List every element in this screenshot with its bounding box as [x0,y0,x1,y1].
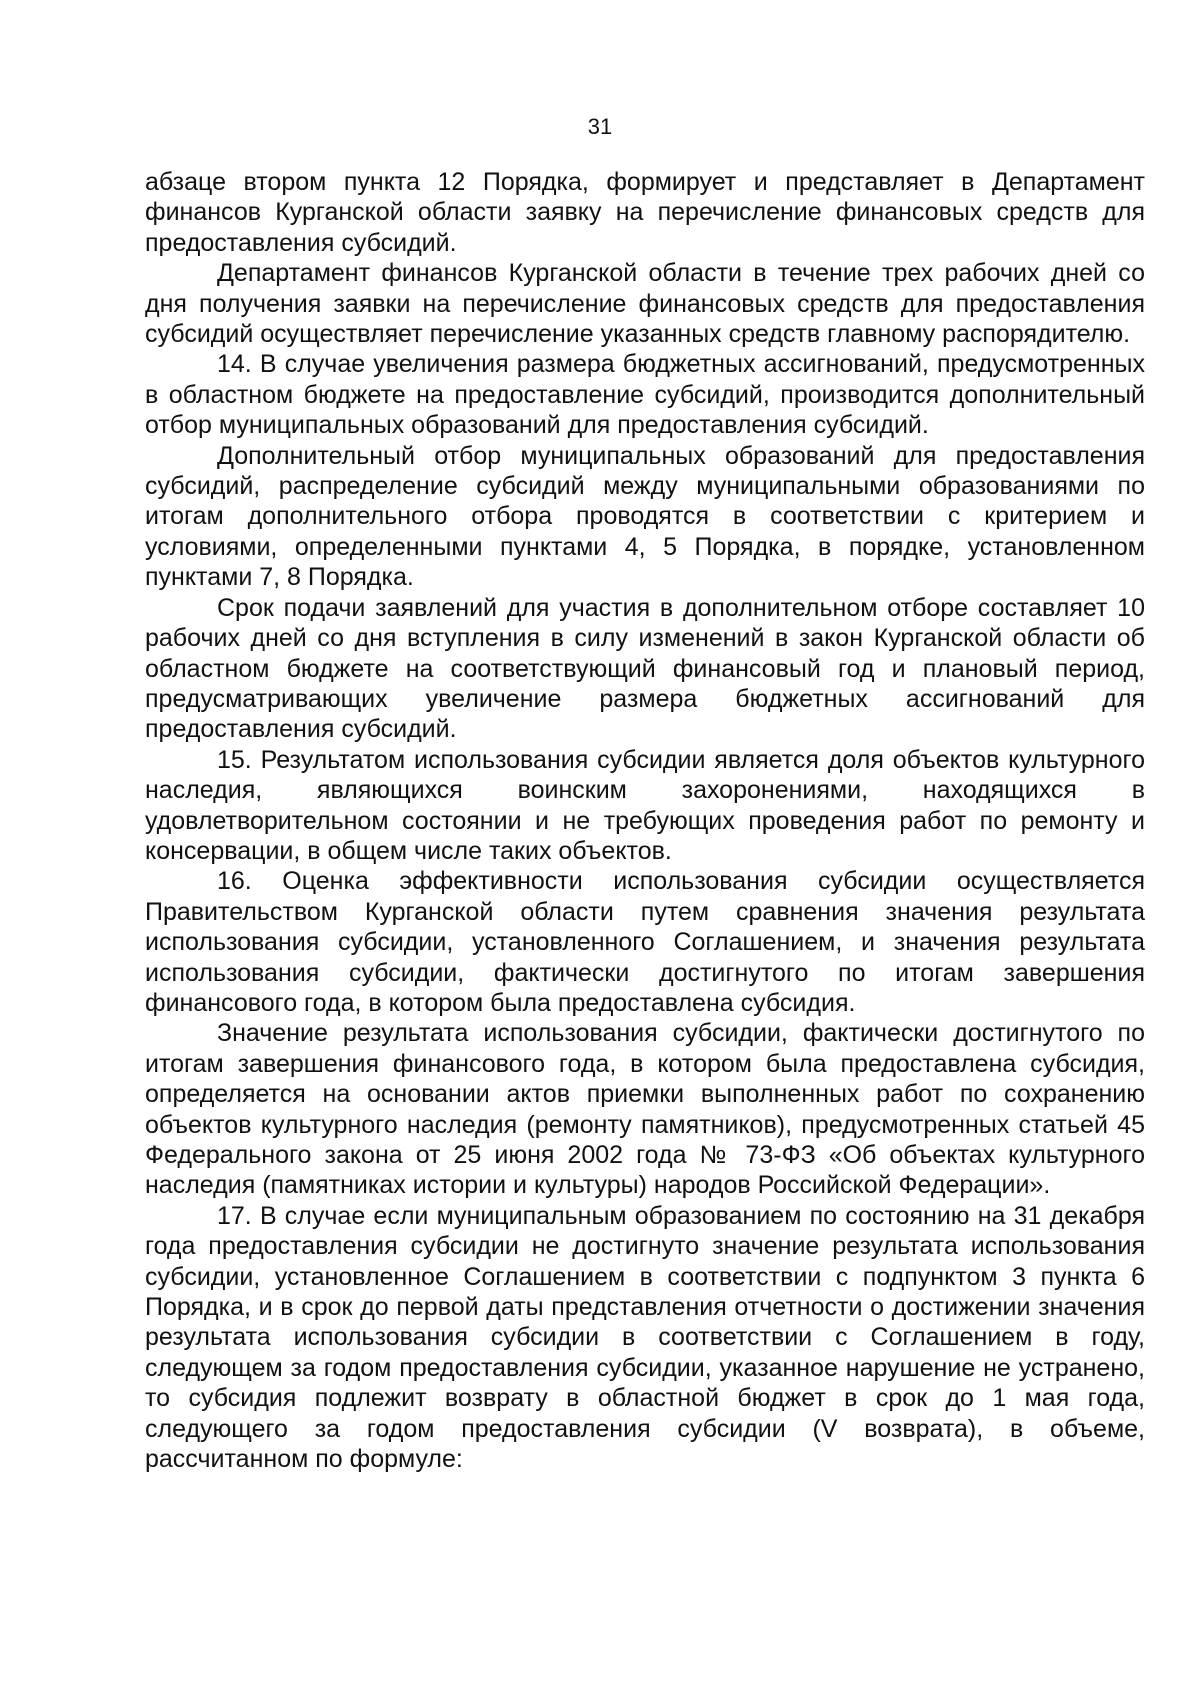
paragraph-3: 14. В случае увеличения размера бюджетных ассигнований, предусмотренных в областном бюджете на предоставление субсидий, производится дополнительный отбор муниципальных образований для предоставления субсидий. [145,350,1145,440]
paragraph-5: Срок подачи заявлений для участия в дополнительном отборе составляет 10 рабочих дней со дня вступления в силу изменений в закон Курганской области об областном бюджете на соответствующий финансовый год и плановый период, предусматривающих увеличение размера бюджетных ассигнований для предоставления субсидий. [145,593,1145,744]
document-body [145,167,1145,1474]
paragraph-4: Дополнительный отбор муниципальных образований для предоставления субсидий, распределение субсидий между муниципальными образованиями по итогам дополнительного отбора проводятся в соответствии с критерием и условиями, определенными пунктами 4, 5 Порядка, в порядке, установленном пунктами 7, 8 Порядка. [145,441,1145,592]
paragraph-9: 17. В случае если муниципальным образованием по состоянию на 31 декабря года предоставления субсидии не достигнуто значение результата использования субсидии, установленное Соглашением в соответствии с подпунктом 3 пункта 6 Порядка, и в срок до первой даты представления отчетности о достижении значения результата использования субсидии в соответствии с Соглашением в году, следующем за годом предоставления субсидии, указанное нарушение не устранено, то субсидия подлежит возврату в областной бюджет в срок до 1 мая года, следующего за годом предоставления субсидии (V возврата), в объеме, рассчитанном по формуле: [145,1201,1145,1474]
paragraph-8: Значение результата использования субсидии, фактически достигнутого по итогам завершения финансового года, в котором была предоставлена субсидия, определяется на основании актов приемки выполненных работ по сохранению объектов культурного наследия (ремонту памятников), предусмотренных статьей 45 Федерального закона от 25 июня 2002 года № 73-ФЗ «Об объектах культурного наследия (памятниках истории и культуры) народов Российской Федерации». [145,1019,1145,1200]
page-number: 31 [587,114,613,139]
paragraph-7: 16. Оценка эффективности использования субсидии осуществляется Правительством Курганской области путем сравнения значения результата использования субсидии, установленного Соглашением, и значения результата использования субсидии, фактически достигнутого по итогам завершения финансового года, в котором была предоставлена субсидия. [145,867,1145,1017]
paragraph-6: 15. Результатом использования субсидии является доля объектов культурного наследия, являющихся воинским захоронениями, находящихся в удовлетворительном состоянии и не требующих проведения работ по ремонту и консервации, в общем числе таких объектов. [145,745,1145,865]
paragraph-2: Департамент финансов Курганской области в течение трех рабочих дней со дня получения заявки на перечисление финансовых средств для предоставления субсидий осуществляет перечисление указанных средств главному распорядителю. [145,259,1145,349]
paragraph-1: абзаце втором пункта 12 Порядка, формирует и представляет в Департамент финансов Курганской области заявку на перечисление финансовых средств для предоставления субсидий. [145,168,1145,257]
